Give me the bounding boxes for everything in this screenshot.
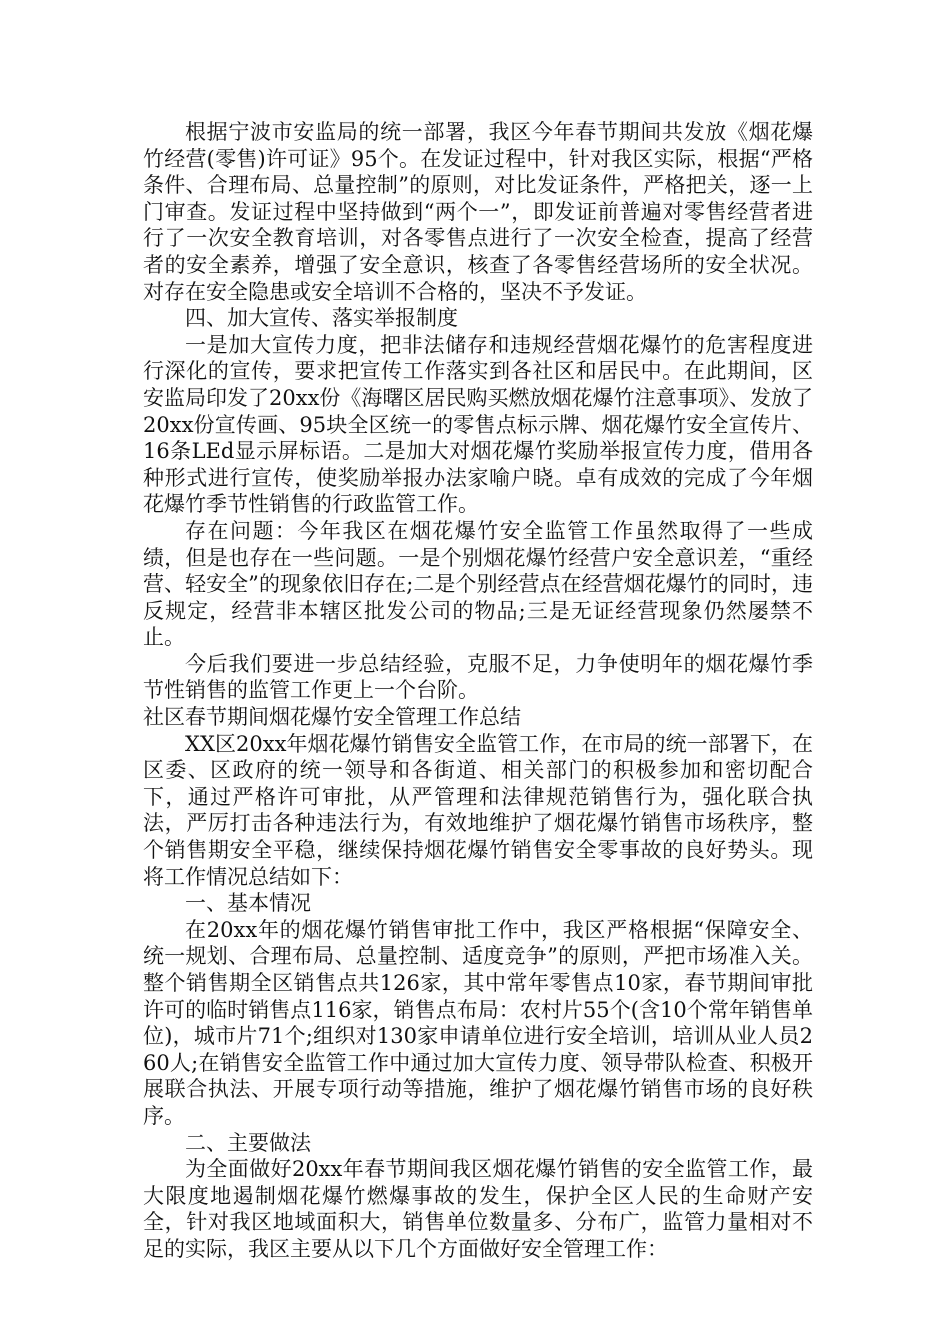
paragraph-permit-issuance: 根据宁波市安监局的统一部署，我区今年春节期间共发放《烟花爆竹经营(零售)许可证》95个。在发证过程中，针对我区实际，根据“严格条件、合理布局、总量控制”的原则，对比发证条件，严格把关，逐一上门审查。发证过程中坚持做到“两个一”，即发证前普遍对零售经营者进行了一次安全教育培训，对各零售点进行了一次安全检查，提高了经营者的安全素养，增强了安全意识，核查了各零售经营场所的安全状况。对存在安全隐患或安全培训不合格的，坚决不予发证。	[143, 120, 813, 304]
paragraph-publicity: 一是加大宣传力度，把非法储存和违规经营烟花爆竹的危害程度进行深化的宣传，要求把宣传工作落实到各社区和居民中。在此期间，区安监局印发了20xx份《海曙区居民购买燃放烟花爆竹注意事项》、发放了20xx份宣传画、95块全区统一的零售点标示牌、烟花爆竹安全宣传片、16条LEd显示屏标语。二是加大对烟花爆竹奖励举报宣传力度，借用各种形式进行宣传，使奖励举报办法家喻户晓。卓有成效的完成了今年烟花爆竹季节性销售的行政监管工作。	[143, 332, 813, 517]
paragraph-intro: XX区20xx年烟花爆竹销售安全监管工作，在市局的统一部署下，在区委、区政府的统一领导和各街道、相关部门的积极参加和密切配合下，通过严格许可审批，从严管理和法律规范销售行为，强化联合执法，严厉打击各种违法行为，有效地维护了烟花爆竹销售市场秩序，整个销售期安全平稳，继续保持烟花爆竹销售安全零事故的良好势头。现将工作情况总结如下：	[143, 731, 813, 889]
heading-publicity-reporting: 四、加大宣传、落实举报制度	[185, 306, 458, 331]
paragraph-problems: 存在问题：今年我区在烟花爆竹安全监管工作虽然取得了一些成绩，但是也存在一些问题。一是个别烟花爆竹经营户安全意识差，“重经营、轻安全”的现象依旧存在;二是个别经营点在经营烟花爆竹的同时，违反规定，经营非本辖区批发公司的物品;三是无证经营现象仍然屡禁不止。	[143, 518, 813, 650]
section-title: 社区春节期间烟花爆竹安全管理工作总结	[143, 705, 521, 730]
heading-basic-situation: 一、基本情况	[185, 891, 311, 916]
paragraph-basic-situation: 在20xx年的烟花爆竹销售审批工作中，我区严格根据“保障安全、统一规划、合理布局、总量控制、适度竞争”的原则，严把市场准入关。整个销售期全区销售点共126家，其中常年零售点10家，春节期间审批许可的临时销售点116家，销售点布局：农村片55个(含10个常年销售单位)，城市片71个;组织对130家申请单位进行安全培训，培训从业人员260人;在销售安全监管工作中通过加大宣传力度、领导带队检查、积极开展联合执法、开展专项行动等措施，维护了烟花爆竹销售市场的良好秩序。	[143, 917, 813, 1128]
paragraph-future: 今后我们要进一步总结经验，克服不足，力争使明年的烟花爆竹季节性销售的监管工作更上一个台阶。	[143, 651, 813, 703]
document-body	[143, 119, 813, 1263]
paragraph-main-practices: 为全面做好20xx年春节期间我区烟花爆竹销售的安全监管工作，最大限度地遏制烟花爆竹燃爆事故的发生，保护全区人民的生命财产安全，针对我区地域面积大，销售单位数量多、分布广，监管力量相对不足的实际，我区主要从以下几个方面做好安全管理工作：	[143, 1157, 813, 1261]
heading-main-practices: 二、主要做法	[185, 1130, 311, 1155]
